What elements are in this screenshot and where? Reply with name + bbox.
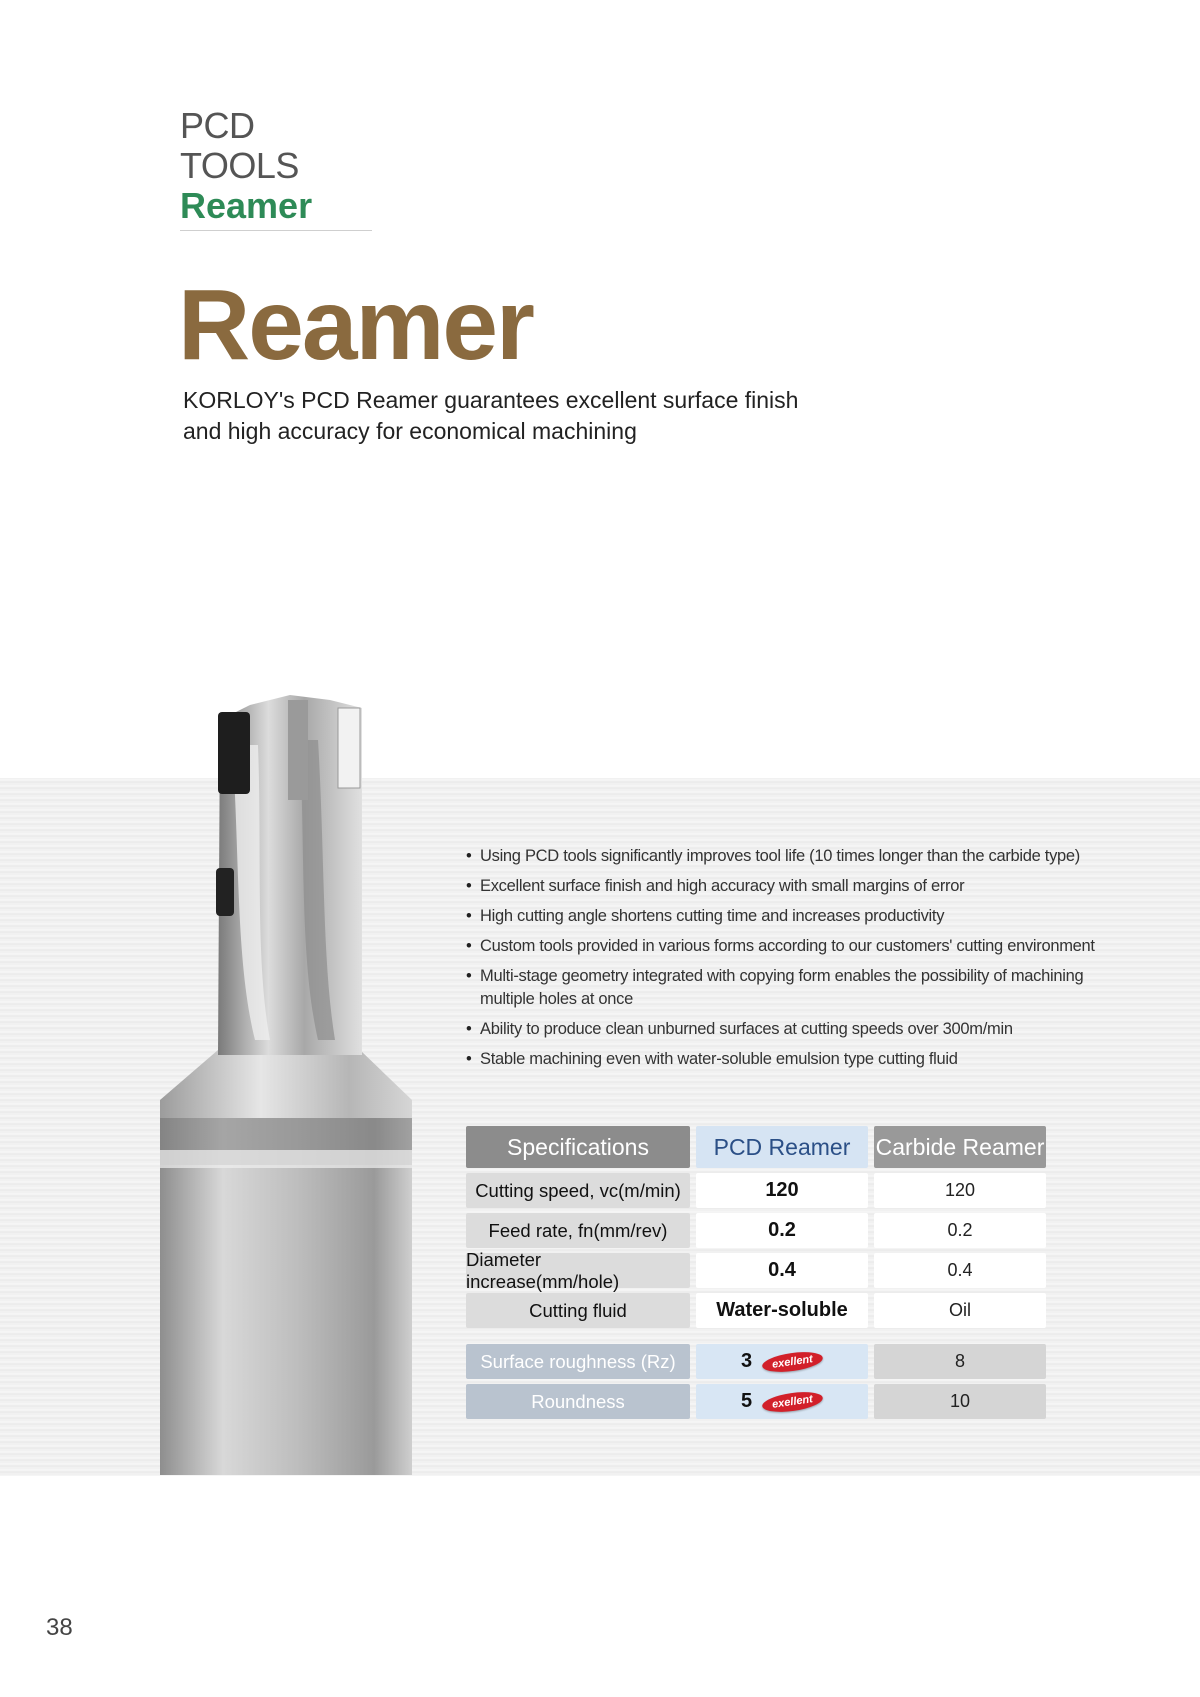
carbide-value: 10	[874, 1384, 1046, 1419]
table-row	[466, 1213, 1046, 1248]
pcd-number: 5	[740, 1390, 753, 1412]
page-number: 38	[46, 1614, 73, 1641]
carbide-value: 0.4	[874, 1253, 1046, 1288]
excellent-badge: exellent	[761, 1388, 824, 1414]
row-label: Roundness	[466, 1384, 690, 1419]
intro-line: and high accuracy for economical machining	[183, 418, 637, 444]
pcd-value: 120	[696, 1173, 868, 1208]
performance-row	[466, 1384, 1046, 1419]
pcd-value	[696, 1344, 868, 1379]
subcategory-label: Reamer	[180, 185, 313, 226]
page-title: Reamer	[178, 269, 533, 381]
feature-item: • Ability to produce clean unburned surfaces at cutting speeds over 300m/min	[466, 1018, 1126, 1041]
performance-row	[466, 1344, 1046, 1379]
carbide-value: 8	[874, 1344, 1046, 1379]
pcd-value	[696, 1384, 868, 1419]
table-row	[466, 1173, 1046, 1208]
row-label: Cutting speed, vc(m/min)	[466, 1173, 690, 1208]
pcd-value: Water-soluble	[696, 1293, 868, 1328]
carbide-value: Oil	[874, 1293, 1046, 1328]
table-header-row	[466, 1126, 1046, 1168]
feature-item: • Custom tools provided in various forms according to our customers' cutting environment	[466, 935, 1126, 958]
pcd-value: 0.2	[696, 1213, 868, 1248]
excellent-badge: exellent	[761, 1348, 824, 1374]
header-specifications: Specifications	[466, 1126, 690, 1168]
pcd-number: 3	[740, 1350, 753, 1372]
header-pcd-reamer: PCD Reamer	[696, 1126, 868, 1168]
specification-table	[466, 1126, 1046, 1424]
intro-line: KORLOY's PCD Reamer guarantees excellent surface finish	[183, 387, 799, 413]
carbide-value: 120	[874, 1173, 1046, 1208]
carbide-value: 0.2	[874, 1213, 1046, 1248]
section-header	[180, 106, 372, 231]
row-label: Feed rate, fn(mm/rev)	[466, 1213, 690, 1248]
table-row	[466, 1293, 1046, 1328]
feature-item: • Using PCD tools significantly improves tool life (10 times longer than the carbide type)	[466, 845, 1126, 868]
intro-text	[183, 385, 883, 447]
category-label: PCD TOOLS	[180, 105, 299, 186]
feature-list	[466, 845, 1126, 1078]
pcd-value: 0.4	[696, 1253, 868, 1288]
feature-item: • Multi-stage geometry integrated with copying form enables the possibility of machining multiple holes at once	[466, 965, 1126, 1011]
row-label: Diameter increase(mm/hole)	[466, 1253, 690, 1288]
feature-item: • High cutting angle shortens cutting time and increases productivity	[466, 905, 1126, 928]
feature-item: • Excellent surface finish and high accuracy with small margins of error	[466, 875, 1126, 898]
row-label: Surface roughness (Rz)	[466, 1344, 690, 1379]
header-carbide-reamer: Carbide Reamer	[874, 1126, 1046, 1168]
table-row	[466, 1248, 1046, 1292]
feature-item: • Stable machining even with water-soluble emulsion type cutting fluid	[466, 1048, 1126, 1071]
row-label: Cutting fluid	[466, 1293, 690, 1328]
